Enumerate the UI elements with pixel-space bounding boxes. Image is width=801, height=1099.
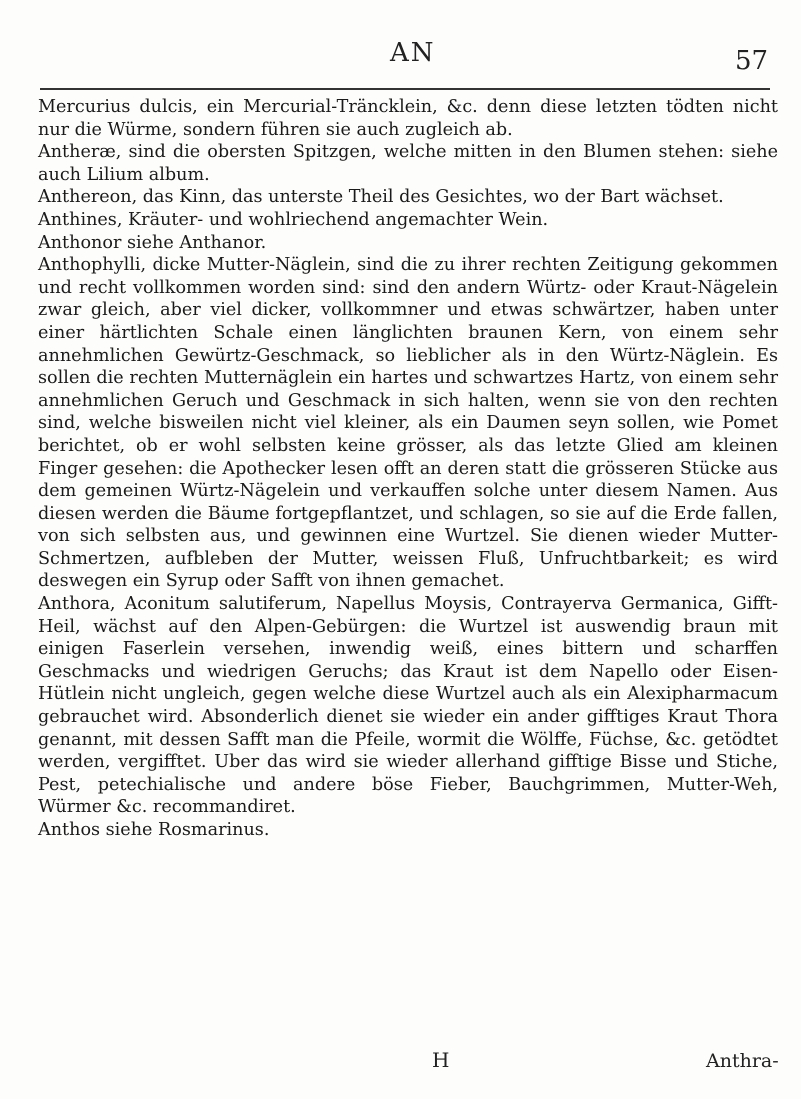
running-head: AN <box>390 38 436 68</box>
entry-anthophylli: Anthophylli, dicke Mutter-Näglein, sind die zu ihrer rechten Zeitigung gekommen und recht vollkommen worden sind: sind den andern Würtz- oder Kraut-Nägelein zwar gleich, aber viel dicker, vollkommner und etwas schwärtzer, haben unter einer härtlichten Schale einen länglichten braunen Kern, von einem sehr annehmlichen Gewürtz-Geschmack, so lieblicher als in den Würtz-Näglein. Es sollen die rechten Mutternäglein ein hartes und schwartzes Hartz, von einem sehr annehmlichen Geruch und Geschmack in sich halten, wenn sie von den rechten sind, welche bisweilen nicht viel kleiner, als ein Daumen seyn sollen, wie Pomet berichtet, ob er wohl selbsten keine grösser, als das letzte Glied am kleinen Finger gesehen: die Apothecker lesen offt an deren statt die grösseren Stücke aus dem gemeinen Würtz-Nägelein und verkauffen solche unter diesem Namen. Aus diesen werden die Bäume fortgepflantzet, und schlagen, so sie auf die Erde fallen, von sich selbsten aus, und gewinnen eine Wurtzel. Sie dienen wieder Mutter-Schmertzen, aufbleben der Mutter, weissen Fluß, Unfruchtbarkeit; es wird deswegen ein Syrup oder Safft von ihnen gemachet. <box>38 255 778 592</box>
entry-anthora: Anthora, Aconitum salutiferum, Napellus Moysis, Contrayerva Germanica, Gifft-Heil, wächst auf den Alpen-Gebürgen: die Wurtzel ist auswendig braun mit einigen Faserlein versehen, inwendig weiß, eines bittern und scharffen Geschmacks und wiedrigen Geruchs; das Kraut ist dem Napello oder Eisen-Hütlein nicht ungleich, gegen welche diese Wurtzel auch als ein Alexipharmacum gebrauchet wird. Absonderlich dienet sie wieder ein ander gifftiges Kraut Thora genannt, mit dessen Safft man die Pfeile, wormit die Wölffe, Füchse, &c. getödtet werden, vergifftet. Uber das wird sie wieder allerhand gifftige Bisse und Stiche, Pest, petechialische und andere böse Fieber, Bauchgrimmen, Mutter-Weh, Würmer &c. recommandiret. <box>38 594 778 818</box>
entry-anthos: Anthos siehe Rosmarinus. <box>38 820 270 840</box>
entry-mercurius-dulcis: Mercurius dulcis, ein Mercurial-Träncklein, &c. denn diese letzten tödten nicht nur die Würme, sondern führen sie auch zugleich ab. <box>38 97 778 140</box>
catchword: Anthra- <box>706 1050 779 1072</box>
signature-mark: H <box>432 1048 450 1072</box>
entry-anthonor: Anthonor siehe Anthanor. <box>38 232 267 253</box>
entry-antherae: Antheræ, sind die obersten Spitzgen, welche mitten in den Blumen stehen: siehe auch Lilium album. <box>38 142 778 185</box>
header-rule <box>40 88 770 90</box>
page-number: 57 <box>735 46 769 76</box>
entry-anthines: Anthines, Kräuter- und wohlriechend angemachter Wein. <box>38 209 549 230</box>
entry-anthereon: Anthereon, das Kinn, das unterste Theil des Gesichtes, wo der Bart wächset. <box>38 187 724 208</box>
dictionary-text <box>38 96 778 842</box>
